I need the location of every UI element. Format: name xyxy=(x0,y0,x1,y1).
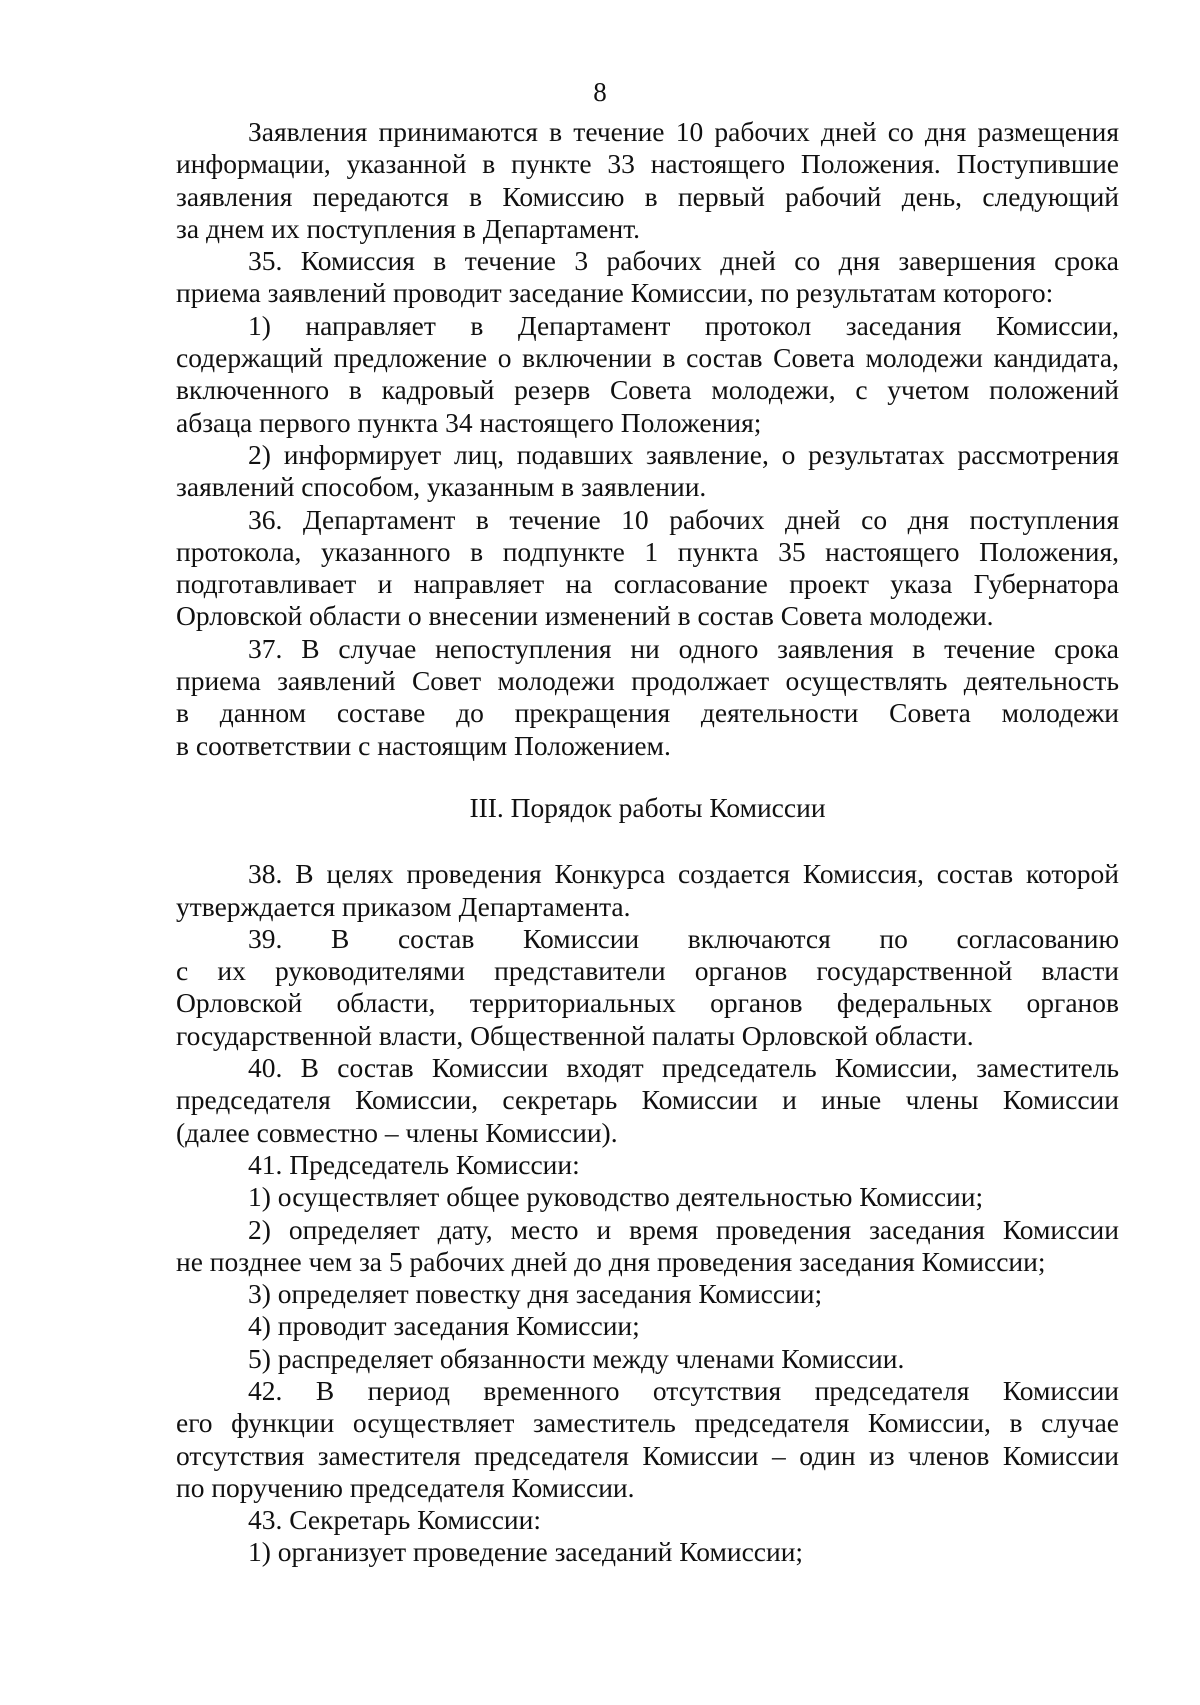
text-line: 36. Департамент в течение 10 рабочих дней со дня поступления xyxy=(248,503,1119,535)
section-heading: III. Порядок работы Комиссии xyxy=(469,791,826,823)
text-line: 2) информирует лиц, подавших заявление, о результатах рассмотрения xyxy=(248,438,1119,470)
text-line: содержащий предложение о включении в состав Совета молодежи кандидата, xyxy=(176,342,1119,374)
text-line: информации, указанной в пункте 33 настоящего Положения. Поступившие xyxy=(176,148,1119,180)
document-body xyxy=(176,116,1119,1569)
paragraph xyxy=(176,923,1119,1052)
text-line: включенного в кадровый резерв Совета молодежи, с учетом положений xyxy=(176,374,1119,406)
paragraph xyxy=(176,1310,1119,1342)
text-line: 40. В состав Комиссии входят председатель Комиссии, заместитель xyxy=(248,1052,1119,1084)
text-line: Орловской области о внесении изменений в состав Совета молодежи. xyxy=(176,600,994,632)
paragraph xyxy=(176,1052,1119,1149)
text-line: 3) определяет повестку дня заседания Комиссии; xyxy=(248,1278,823,1310)
text-line: 38. В целях проведения Конкурса создается Комиссия, состав которой xyxy=(248,858,1119,890)
paragraph xyxy=(176,1536,1119,1568)
text-line: (далее совместно – члены Комиссии). xyxy=(176,1116,618,1148)
text-line: 1) направляет в Департамент протокол заседания Комиссии, xyxy=(248,309,1119,341)
text-line: подготавливает и направляет на согласование проект указа Губернатора xyxy=(176,568,1119,600)
text-line: в данном составе до прекращения деятельности Совета молодежи xyxy=(176,697,1119,729)
text-line: его функции осуществляет заместитель председателя Комиссии, в случае xyxy=(176,1407,1119,1439)
paragraph xyxy=(176,116,1119,245)
text-line: 5) распределяет обязанности между членами Комиссии. xyxy=(248,1342,905,1374)
text-line: протокола, указанного в подпункте 1 пункта 35 настоящего Положения, xyxy=(176,535,1119,567)
paragraph xyxy=(176,245,1119,310)
paragraph xyxy=(176,1278,1119,1310)
text-line: 39. В состав Комиссии включаются по согласованию xyxy=(248,922,1119,954)
paragraph xyxy=(176,1149,1119,1181)
paragraph xyxy=(176,504,1119,633)
text-line: по поручению председателя Комиссии. xyxy=(176,1471,635,1503)
text-line: в соответствии с настоящим Положением. xyxy=(176,729,671,761)
text-line: 1) осуществляет общее руководство деятельностью Комиссии; xyxy=(248,1181,984,1213)
text-line: абзаца первого пункта 34 настоящего Положения; xyxy=(176,406,762,438)
text-line: заявлений способом, указанным в заявлении. xyxy=(176,471,707,503)
text-line: с их руководителями представители органов государственной власти xyxy=(176,955,1119,987)
paragraph xyxy=(176,310,1119,439)
text-line: государственной власти, Общественной палаты Орловской области. xyxy=(176,1019,974,1051)
text-line: 2) определяет дату, место и время проведения заседания Комиссии xyxy=(248,1213,1119,1245)
text-line: отсутствия заместителя председателя Комиссии – один из членов Комиссии xyxy=(176,1439,1119,1471)
paragraph xyxy=(176,1214,1119,1279)
text-line: 41. Председатель Комиссии: xyxy=(248,1148,580,1180)
text-line: 43. Секретарь Комиссии: xyxy=(248,1504,541,1536)
paragraph xyxy=(176,858,1119,923)
paragraph xyxy=(176,1343,1119,1375)
paragraph xyxy=(176,1504,1119,1536)
text-line: за днем их поступления в Департамент. xyxy=(176,212,641,244)
text-line: 37. В случае непоступления ни одного заявления в течение срока xyxy=(248,632,1119,664)
paragraph xyxy=(176,1375,1119,1504)
text-line: не позднее чем за 5 рабочих дней до дня проведения заседания Комиссии; xyxy=(176,1245,1046,1277)
text-line: приема заявлений проводит заседание Комиссии, по результатам которого: xyxy=(176,277,1054,309)
page-number: 8 xyxy=(593,77,607,107)
text-line: 35. Комиссия в течение 3 рабочих дней со дня завершения срока xyxy=(248,245,1119,277)
text-line: председателя Комиссии, секретарь Комиссии и иные члены Комиссии xyxy=(176,1084,1119,1116)
text-line: заявления передаются в Комиссию в первый рабочий день, следующий xyxy=(176,180,1119,212)
paragraph xyxy=(176,633,1119,762)
text-line: 42. В период временного отсутствия председателя Комиссии xyxy=(248,1374,1119,1406)
text-line: приема заявлений Совет молодежи продолжает осуществлять деятельность xyxy=(176,665,1119,697)
text-line: утверждается приказом Департамента. xyxy=(176,890,631,922)
text-line: 1) организует проведение заседаний Комиссии; xyxy=(248,1536,804,1568)
paragraph xyxy=(176,439,1119,504)
text-line: Орловской области, территориальных органов федеральных органов xyxy=(176,987,1119,1019)
text-line: 4) проводит заседания Комиссии; xyxy=(248,1310,640,1342)
paragraph xyxy=(176,1181,1119,1213)
text-line: Заявления принимаются в течение 10 рабочих дней со дня размещения xyxy=(248,116,1119,147)
